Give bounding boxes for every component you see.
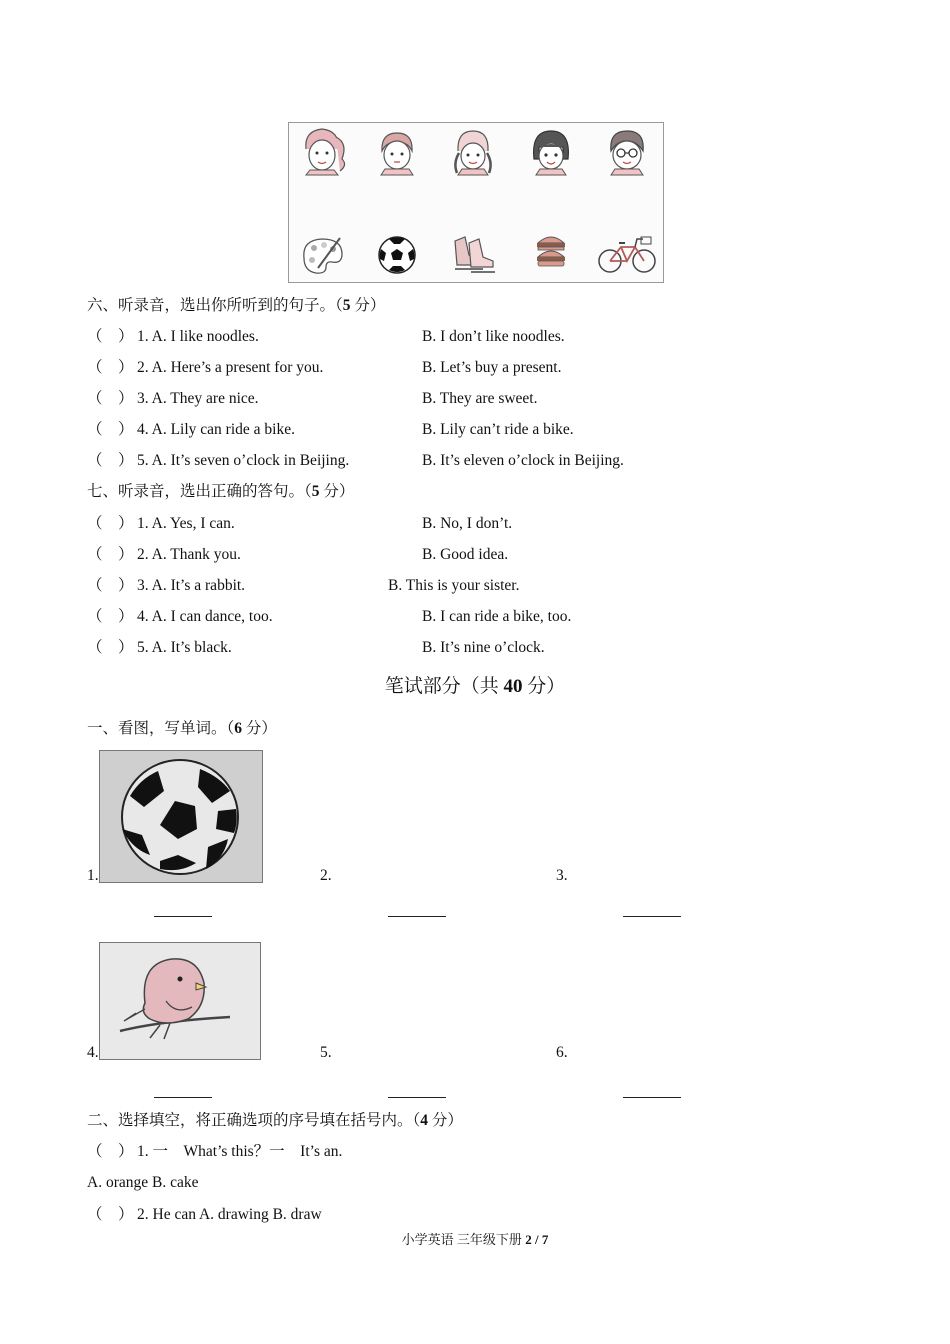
palette-icon [304,238,342,273]
s6-q2-option-b: B. Let’s buy a present. [422,359,562,376]
written-part-heading [0,671,950,698]
picture-box-drawing [289,123,663,282]
s6-q2-option-a: 2. A. Here’s a present for you. [137,359,324,376]
soccer-ball-photo-icon [100,751,262,882]
section-6-title-text: 六、听录音，选出你所听到的句子。（ [87,297,343,314]
part-1-title-end: 分） [242,720,277,737]
s6-q4-option-b: B. Lily can’t ride a bike. [422,421,574,438]
listening-picture-box [288,122,664,283]
answer-blank-3[interactable] [623,915,681,917]
answer-blank-6[interactable] [623,1096,681,1098]
picture-number-1: 1. [87,867,99,884]
section-7-score: 5 [311,483,320,500]
answer-blank-4[interactable] [154,1096,212,1098]
answer-blank-1[interactable] [154,915,212,917]
picture-number-2: 2. [320,867,332,884]
picture-number-6: 6. [556,1044,568,1061]
picture-number-3: 3. [556,867,568,884]
s6-q3-option-b: B. They are sweet. [422,390,538,407]
s7-q5-option-a: 5. A. It’s black. [137,639,232,656]
p2-q2-text: 2. He can A. drawing B. draw [137,1206,322,1223]
written-heading-score: 40 [503,676,523,697]
s7-q5-paren[interactable]: （ ） [87,639,134,656]
p2-q1-options: A. orange B. cake [87,1174,199,1191]
soccer-ball-photo [99,750,263,883]
footer-separator: / [531,1232,542,1247]
s6-q3-option-a: 3. A. They are nice. [137,390,259,407]
part-1-score: 6 [234,720,243,737]
bird-photo [99,942,261,1060]
s6-q3-paren[interactable]: （ ） [87,390,134,407]
s7-q3-option-a: 3. A. It’s a rabbit. [137,577,246,594]
boy-glasses-icon [611,131,643,175]
section-7-title [87,482,354,502]
s7-q2-paren[interactable]: （ ） [87,546,134,563]
s6-q5-paren[interactable]: （ ） [87,452,134,469]
s6-q4-option-a: 4. A. Lily can ride a bike. [137,421,295,438]
p2-q1-paren[interactable]: （ ） [87,1143,134,1160]
s7-q2-option-a: 2. A. Thank you. [137,546,241,563]
s7-q4-option-a: 4. A. I can dance, too. [137,608,273,625]
footer-page-number: 2 [525,1232,532,1247]
part-1-title [87,719,277,739]
s7-q3-paren[interactable]: （ ） [87,577,134,594]
picture-number-4: 4. [87,1044,99,1061]
bicycle-icon [599,237,655,272]
section-7-title-end: 分） [319,483,355,500]
s6-q1-option-b: B. I don’t like noodles. [422,328,565,345]
answer-blank-2[interactable] [388,915,446,917]
p2-q1-text: 1. 一 What’s this？一 It’s an. [137,1143,343,1160]
answer-blank-5[interactable] [388,1096,446,1098]
s7-q5-option-b: B. It’s nine o’clock. [422,639,545,656]
s7-q1-option-b: B. No, I don’t. [422,515,513,532]
girl-ponytail-icon [306,129,345,175]
s6-q1-paren[interactable]: （ ） [87,328,134,345]
s7-q1-option-a: 1. A. Yes, I can. [137,515,235,532]
written-heading-pre: 笔试部分（共 [384,676,504,697]
section-6-title [87,296,385,316]
s6-q2-paren[interactable]: （ ） [87,359,134,376]
s6-q5-option-b: B. It’s eleven o’clock in Beijing. [422,452,624,469]
p2-q2-paren[interactable]: （ ） [87,1206,134,1223]
s7-q3-option-b: B. This is your sister. [388,577,520,594]
page-footer [0,1229,950,1248]
part-2-title [87,1111,463,1131]
s7-q4-paren[interactable]: （ ） [87,608,134,625]
section-6-score: 5 [342,297,351,314]
s7-q1-paren[interactable]: （ ） [87,515,134,532]
bird-photo-icon [100,943,260,1059]
s6-q1-option-a: 1. A. I like noodles. [137,328,259,345]
s7-q2-option-b: B. Good idea. [422,546,509,563]
ice-skates-icon [455,237,495,272]
s6-q4-paren[interactable]: （ ） [87,421,134,438]
part-1-title-text: 一、看图，写单词。（ [87,720,235,737]
picture-number-5: 5. [320,1044,332,1061]
section-6-title-end: 分） [350,297,386,314]
footer-total-pages: 7 [541,1232,549,1247]
written-heading-post: 分） [522,676,566,697]
girl-braids-icon [455,131,490,175]
part-2-score: 4 [420,1112,429,1129]
part-2-title-end: 分） [428,1112,463,1129]
boy-short-hair-icon [381,133,413,175]
hamburger-icon [537,237,565,266]
s7-q4-option-b: B. I can ride a bike, too. [422,608,572,625]
girl-bob-icon [534,131,569,175]
s6-q5-option-a: 5. A. It’s seven o’clock in Beijing. [137,452,350,469]
part-2-title-text: 二、选择填空，将正确选项的序号填在括号内。（ [87,1112,421,1129]
section-7-title-text: 七、听录音，选出正确的答句。（ [87,483,312,500]
soccer-ball-icon [379,237,415,273]
footer-label: 小学英语 三年级下册 [401,1232,526,1247]
